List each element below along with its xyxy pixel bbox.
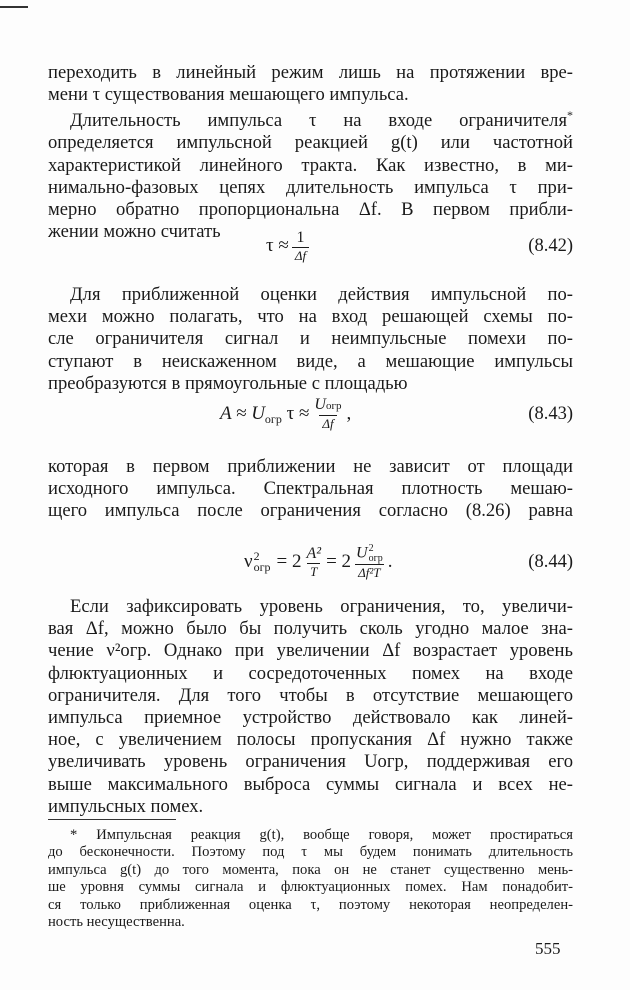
fraction-numerator: 1 (296, 228, 305, 246)
fraction-denominator: Δf (292, 247, 309, 264)
text-line: которая в первом приближении не зависит от площади (48, 456, 573, 477)
text-line: жении можно считать (48, 221, 221, 243)
text-line: ступают в неискаженном виде, а мешающие импульсы (48, 350, 573, 372)
eq-nu: ν (244, 551, 253, 572)
fraction-numerator: Uогр (314, 396, 342, 413)
footnote-line: * Импульсная реакция g(t), вообще говоря, может простираться (70, 827, 573, 843)
footnote-line: ся только приближенная оценка τ, поэтому некоторая неопределен- (48, 896, 573, 913)
text-line: сле ограничителя сигнал и неимпульсные помехи по- (48, 328, 573, 350)
paragraph-spectral-density (48, 456, 573, 523)
eq-tau: τ ≈ (286, 403, 310, 424)
fraction (354, 544, 385, 581)
text-line: щего импульса после ограничения согласно (8.26) равна (48, 500, 573, 522)
eq-punct: . (387, 551, 393, 572)
footnote (48, 827, 573, 931)
paragraph-continuation (48, 62, 573, 106)
text-line: импульсных помех. (48, 795, 204, 817)
text-line: ное, с увеличением полосы пропускания Δf нужно также (48, 729, 573, 751)
fraction-denominator: Δf (319, 415, 336, 432)
equation-8-42 (48, 222, 573, 270)
fraction (292, 229, 309, 264)
text-line: мехи можно полагать, что на вход решающей схемы по- (48, 306, 573, 328)
paragraph-approximate-estimate (48, 284, 573, 395)
eq-lhs: τ ≈ (266, 235, 289, 256)
text-line: нимально-фазовых цепях длительность импульса τ при- (48, 176, 573, 198)
page-number: 555 (535, 939, 561, 958)
eq-equals: = 2 (276, 551, 302, 572)
text-line: импульса приемное устройство действовало как линей- (48, 707, 573, 729)
text-line: Для приближенной оценки действия импульсной по- (70, 284, 573, 305)
footnote-line: ность несущественна. (48, 914, 185, 931)
text-line: определяется импульсной реакцией g(t) или частотной (48, 132, 573, 154)
fraction (304, 545, 323, 580)
text-line: Длительность импульса τ на входе ограничителя* (70, 108, 573, 132)
fraction-denominator: Δf²T (355, 564, 383, 581)
text-line: исходного импульса. Спектральная плотность мешаю- (48, 478, 573, 500)
text-line: ограничителя. Для того чтобы в отсутствие мешающего (48, 684, 573, 706)
text-line: чение ν²огр. Однако при увеличении Δf возрастает уровень (48, 640, 573, 662)
footnote-line: до бесконечности. Поэтому под τ мы будем понимать длительность (48, 844, 573, 861)
text-line: выше максимального выброса суммы сигнала и всех не- (48, 773, 573, 795)
equation-number: (8.44) (528, 552, 573, 572)
text-line: переходить в линейный режим лишь на протяжении вре- (48, 62, 573, 83)
eq-subscript: огр (264, 411, 282, 426)
text-line: характеристикой линейного тракта. Как известно, в ми- (48, 154, 573, 176)
eq-equals: = 2 (326, 551, 352, 572)
footnote-marker: * (567, 108, 573, 122)
eq-sup-sub: 2 огр (253, 549, 271, 574)
footnote-rule (48, 819, 176, 820)
eq-punct: , (346, 403, 352, 424)
fraction (312, 396, 343, 432)
eq-area: A ≈ U (220, 403, 265, 424)
equation-number: (8.42) (528, 236, 573, 256)
text-line: мени τ существования мешающего импульса. (48, 84, 409, 106)
equation-number: (8.43) (528, 404, 573, 424)
text-line: мерно обратно пропорциональна Δf. В первом прибли- (48, 199, 573, 220)
footnote-line: ше уровня суммы сигнала и флюктуационных помех. Нам понадобит- (48, 879, 573, 896)
text-line: вая Δf, можно было бы получить сколь угодно малое зна- (48, 618, 573, 640)
text-line: преобразуются в прямоугольные с площадью (48, 372, 408, 394)
corner-mark (0, 6, 28, 8)
text-line: флюктуационных и сосредоточенных помех на входе (48, 662, 573, 684)
fraction-denominator: T (307, 563, 320, 580)
fraction-numerator: U 2 огр (356, 542, 383, 564)
text-line: увеличивать уровень ограничения Uогр, поддерживая его (48, 751, 573, 773)
fraction-numerator: A² (306, 544, 322, 562)
equation-8-44 (48, 538, 573, 586)
footnote-line: импульса g(t) до того момента, пока он не станет существенно мень- (48, 861, 573, 878)
text-line: Если зафиксировать уровень ограничения, то, увеличи- (70, 596, 573, 617)
equation-8-43 (48, 390, 573, 438)
paragraph-limiting-level (48, 596, 573, 818)
